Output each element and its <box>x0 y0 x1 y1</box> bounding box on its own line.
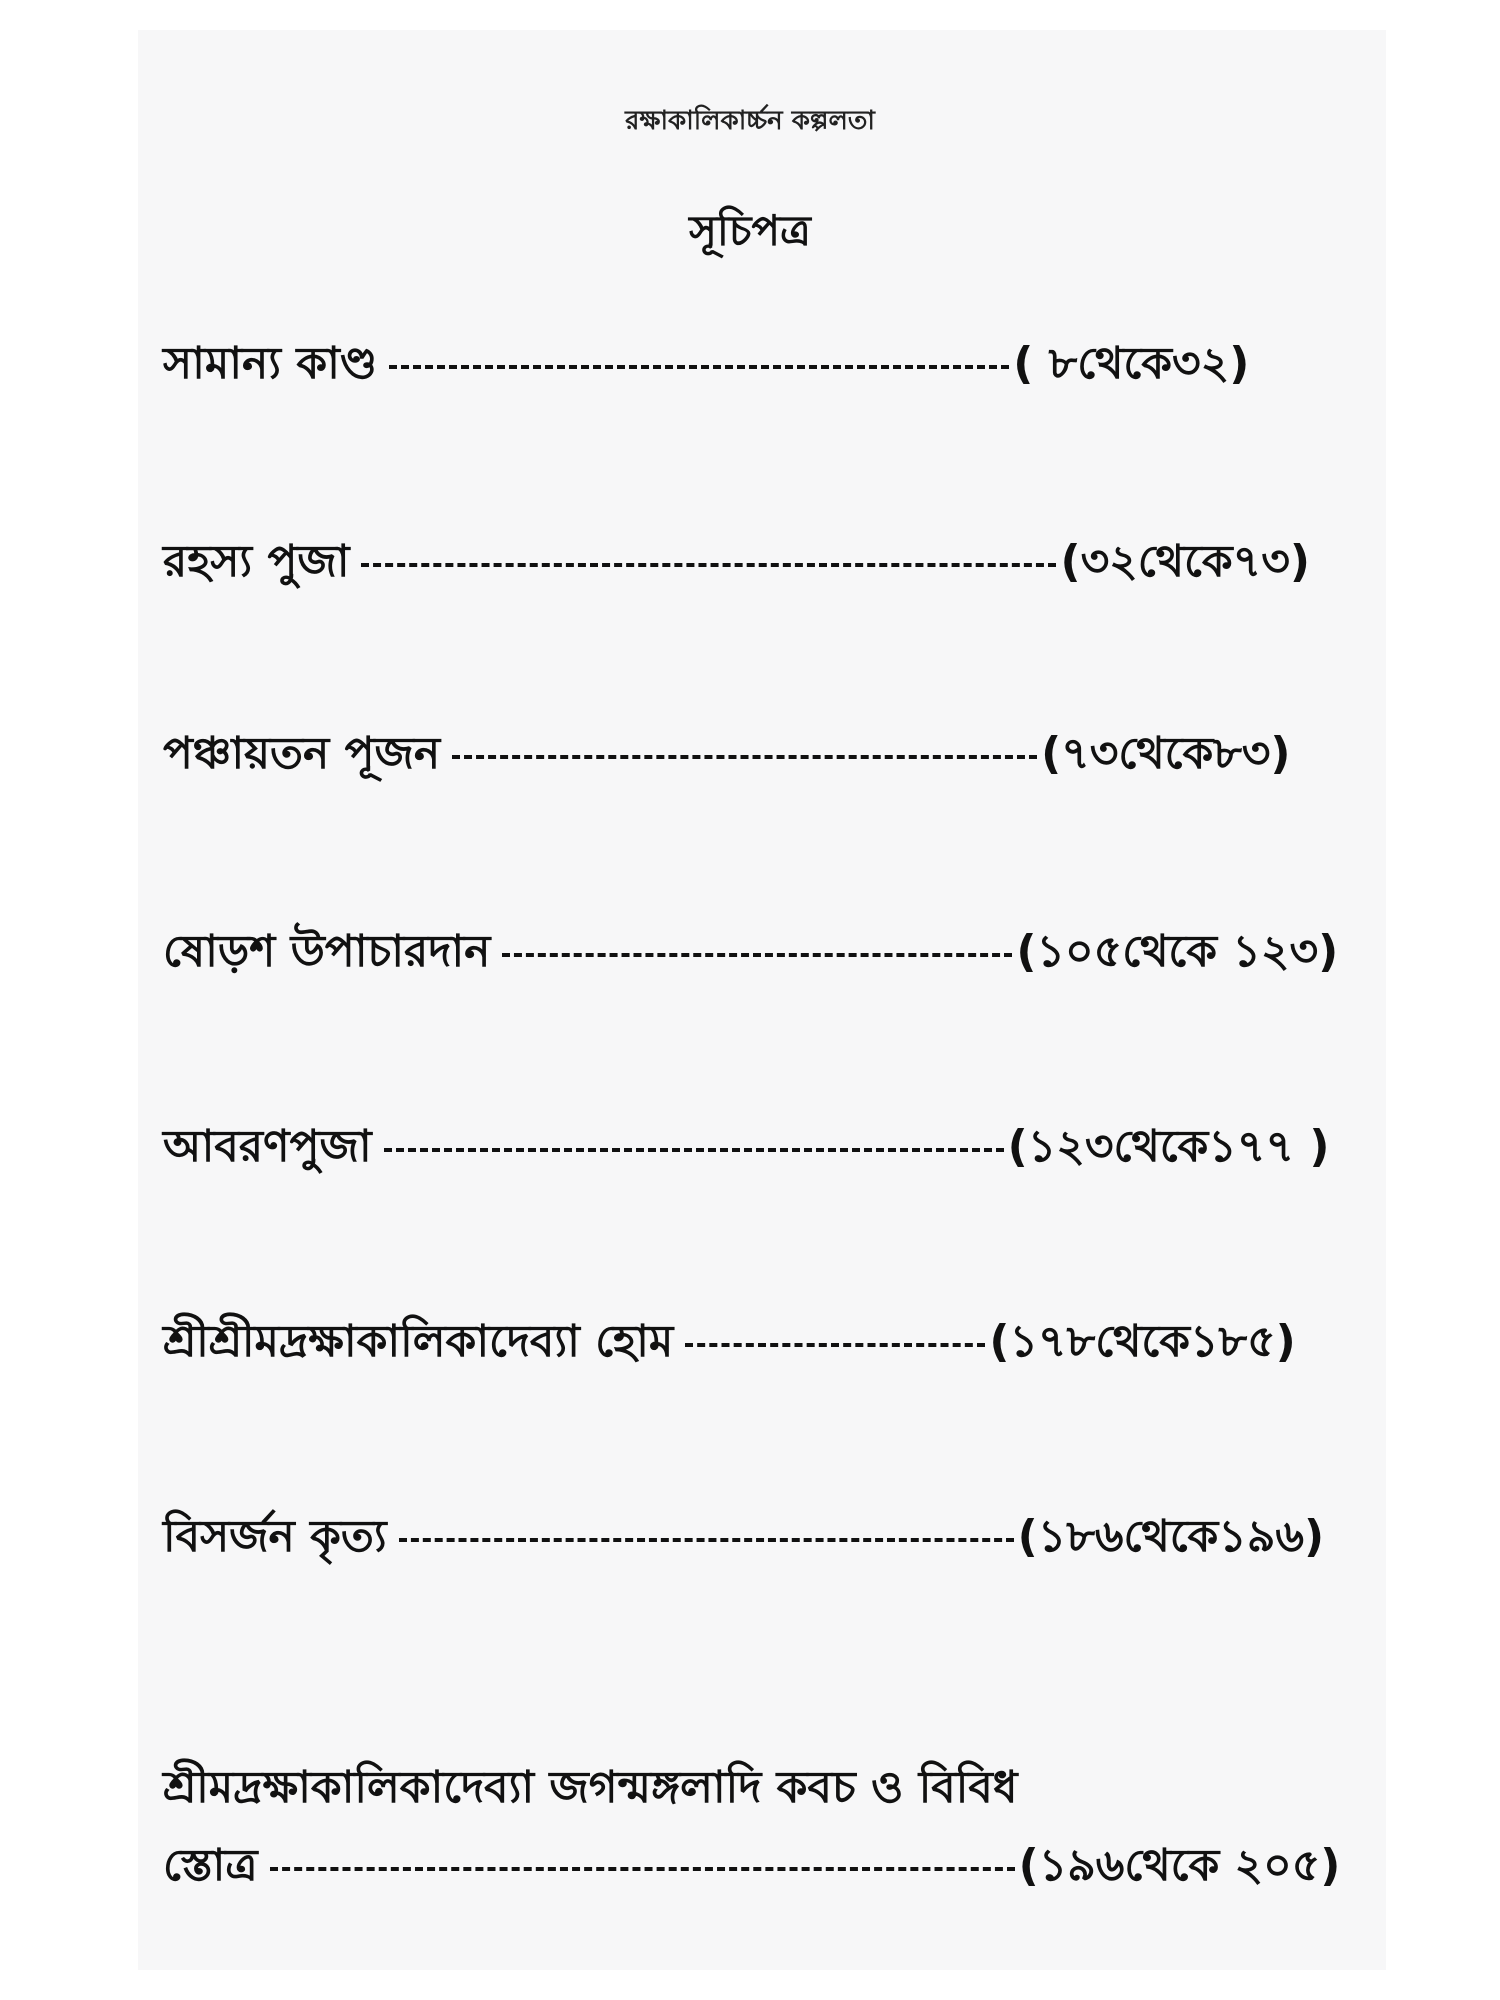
toc-entry <box>163 330 1249 403</box>
entry-label: স্তোত্র <box>163 1840 258 1891</box>
leader-line <box>502 953 1012 957</box>
leader-line <box>685 1343 985 1347</box>
toc-entry <box>163 528 1310 601</box>
leader-line <box>389 365 1009 369</box>
toc-entry <box>163 1832 1340 1905</box>
leader-line <box>361 563 1056 567</box>
entry-pages: (১০৫থেকে ১২৩) <box>1016 926 1339 977</box>
entry-pages: (৭৩থেকে৮৩) <box>1041 728 1291 779</box>
entry-pages: (১৮৬থেকে১৯৬) <box>1017 1511 1325 1562</box>
entry-label-line1: শ্রীমদ্রক্ষাকালিকাদেব্যা জগন্মঙ্গলাদি কবচ ও বিবিধ <box>163 1762 1018 1813</box>
toc-entry <box>163 1308 1296 1381</box>
entry-pages: (৩২থেকে৭৩) <box>1060 536 1310 587</box>
entry-label: ষোড়শ উপাচারদান <box>163 926 491 977</box>
entry-label: সামান্য কাণ্ড <box>163 338 378 389</box>
entry-label: রহস্য পুজা <box>163 536 350 587</box>
toc-entry <box>163 1503 1324 1576</box>
entry-label: পঞ্চায়তন পূজন <box>163 728 441 779</box>
entry-pages: (১৭৮থেকে১৮৫) <box>989 1316 1296 1367</box>
entry-pages: ( ৮থেকে৩২) <box>1013 338 1250 389</box>
entry-pages: (১৯৬থেকে ২০৫) <box>1018 1840 1341 1891</box>
toc-entry <box>163 1113 1330 1186</box>
leader-line <box>270 1867 1015 1871</box>
leader-line <box>399 1538 1014 1542</box>
entry-label: শ্রীশ্রীমদ্রক্ষাকালিকাদেব্যা হোম <box>163 1316 674 1367</box>
toc-entry <box>163 918 1338 991</box>
toc-entry <box>163 720 1291 793</box>
page-sheet <box>138 30 1386 1970</box>
page-title: সূচিপত্র <box>689 206 811 255</box>
leader-line <box>384 1148 1004 1152</box>
entry-pages: (১২৩থেকে১৭৭ ) <box>1007 1121 1330 1172</box>
leader-line <box>452 755 1037 759</box>
entry-label: আবরণপুজা <box>163 1121 372 1172</box>
running-header: রক্ষাকালিকার্চ্চন কল্পলতা <box>625 106 875 136</box>
entry-label: বিসর্জন কৃত্য <box>163 1511 387 1562</box>
